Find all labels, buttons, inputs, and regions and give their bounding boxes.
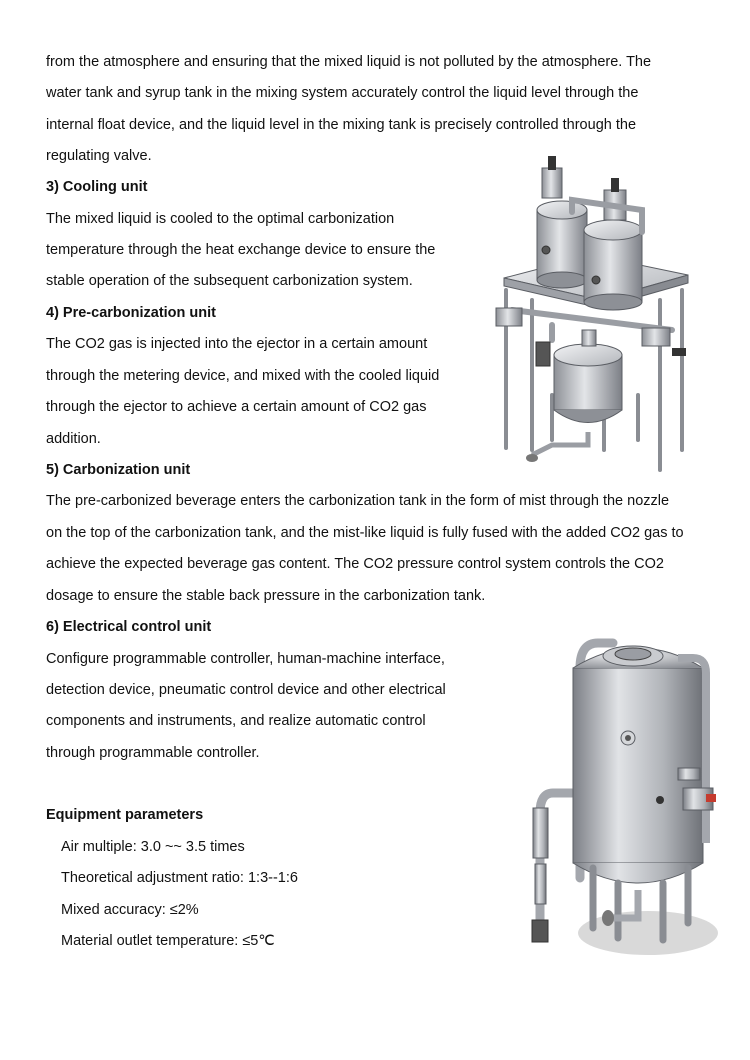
carb-line-3: achieve the expected beverage gas content. The CO2 pressure control system controls the CO2: [46, 556, 664, 572]
precarb-heading: 4) Pre-carbonization unit: [46, 305, 216, 321]
intro-line-3: internal float device, and the liquid level in the mixing tank is precisely controlled through the: [46, 117, 637, 133]
param-adjustment-ratio: Theoretical adjustment ratio: 1:3--1:6: [61, 870, 298, 886]
carb-line-1: The pre-carbonized beverage enters the carbonization tank in the form of mist through the nozzle: [46, 493, 670, 509]
electrical-heading: 6) Electrical control unit: [46, 619, 212, 635]
cooling-line-3: stable operation of the subsequent carbonization system.: [46, 273, 413, 289]
cooling-heading: 3) Cooling unit: [46, 179, 148, 195]
precarb-line-1: The CO2 gas is injected into the ejector in a certain amount: [46, 336, 428, 352]
carb-heading: 5) Carbonization unit: [46, 462, 191, 478]
carb-line-2: on the top of the carbonization tank, and the mist-like liquid is fully fused with the added CO2 gas to: [46, 525, 684, 541]
mixing-system-illustration: [492, 150, 692, 485]
electrical-line-4: through programmable controller.: [46, 745, 260, 761]
param-air-multiple: Air multiple: 3.0 ~~ 3.5 times: [61, 839, 245, 855]
precarb-line-3: through the ejector to achieve a certain amount of CO2 gas: [46, 399, 427, 415]
electrical-line-1: Configure programmable controller, human-machine interface,: [46, 651, 445, 667]
param-outlet-temperature: Material outlet temperature: ≤5℃: [61, 933, 275, 949]
cooling-line-1: The mixed liquid is cooled to the optimal carbonization: [46, 211, 395, 227]
cooling-line-2: temperature through the heat exchange device to ensure the: [46, 242, 436, 258]
precarb-line-2: through the metering device, and mixed with the cooled liquid: [46, 368, 440, 384]
electrical-line-2: detection device, pneumatic control device and other electrical: [46, 682, 446, 698]
carbonization-tank-illustration: [528, 628, 723, 966]
carb-line-4: dosage to ensure the stable back pressure in the carbonization tank.: [46, 588, 486, 604]
precarb-line-4: addition.: [46, 431, 101, 447]
intro-line-2: water tank and syrup tank in the mixing system accurately control the liquid level through the: [46, 85, 639, 101]
param-mixed-accuracy: Mixed accuracy: ≤2%: [61, 902, 199, 918]
intro-line-4: regulating valve.: [46, 148, 152, 164]
electrical-line-3: components and instruments, and realize automatic control: [46, 713, 426, 729]
intro-line-1: from the atmosphere and ensuring that the mixed liquid is not polluted by the atmosphere. The: [46, 54, 652, 70]
params-heading: Equipment parameters: [46, 807, 204, 823]
